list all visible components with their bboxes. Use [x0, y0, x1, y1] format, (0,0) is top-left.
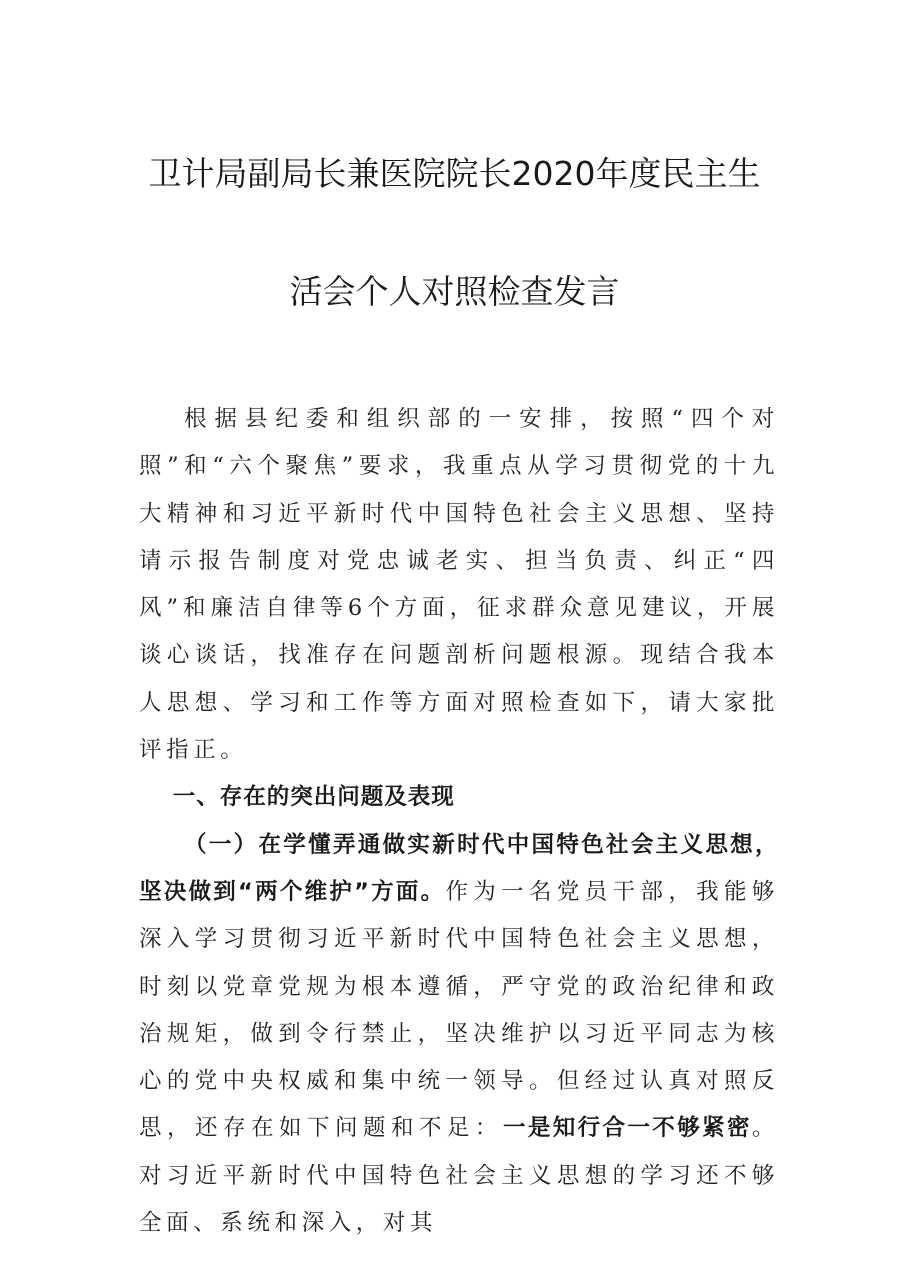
section-heading: 一、存在的突出问题及表现: [172, 784, 455, 811]
intro-paragraph: 根据县纪委和组织部的一安排，按照“四个对照”和“六个聚焦”要求，我重点从学习贯彻党的十九大精神和习近平新时代中国特色社会主义思想、坚持请示报告制度对党忠诚老实、担当负责、纠正“四风”和廉洁自律等6个方面，征求群众意见建议，开展谈心谈话，找准存在问题剖析问题根源。现结合我本人思想、学习和工作等方面对照检查如下，请大家批评指正。: [139, 406, 779, 764]
subsection-paragraph: [139, 822, 779, 1248]
document-title-line-1: 卫计局副局长兼医院院长2020年度民主生: [148, 154, 761, 193]
point-heading: 一是知行合一不够紧密: [502, 1115, 752, 1142]
document-title-line-2: 活会个人对照检查发言: [289, 272, 620, 311]
subsection-text: 作为一名党员干部，我能够深入学习贯彻习近平新时代中国特色社会主义思想，时刻以党章党规为根本遵循，严守党的政治纪律和政治规矩，做到令行禁止，坚决维护以习近平同志为核心的党中央权威和集中统一领导。但经过认真对照反思，还存在如下问题和不足：: [139, 878, 780, 1142]
document-body: [139, 396, 779, 1247]
point-text: 。对习近平新时代中国特色社会主义思想的学习还不够全面、系统和深入，对其: [139, 1115, 779, 1237]
subsection-heading: （一）在学懂弄通做实新时代中国特色社会主义思想，坚决做到“两个维护”方面。: [139, 831, 779, 905]
